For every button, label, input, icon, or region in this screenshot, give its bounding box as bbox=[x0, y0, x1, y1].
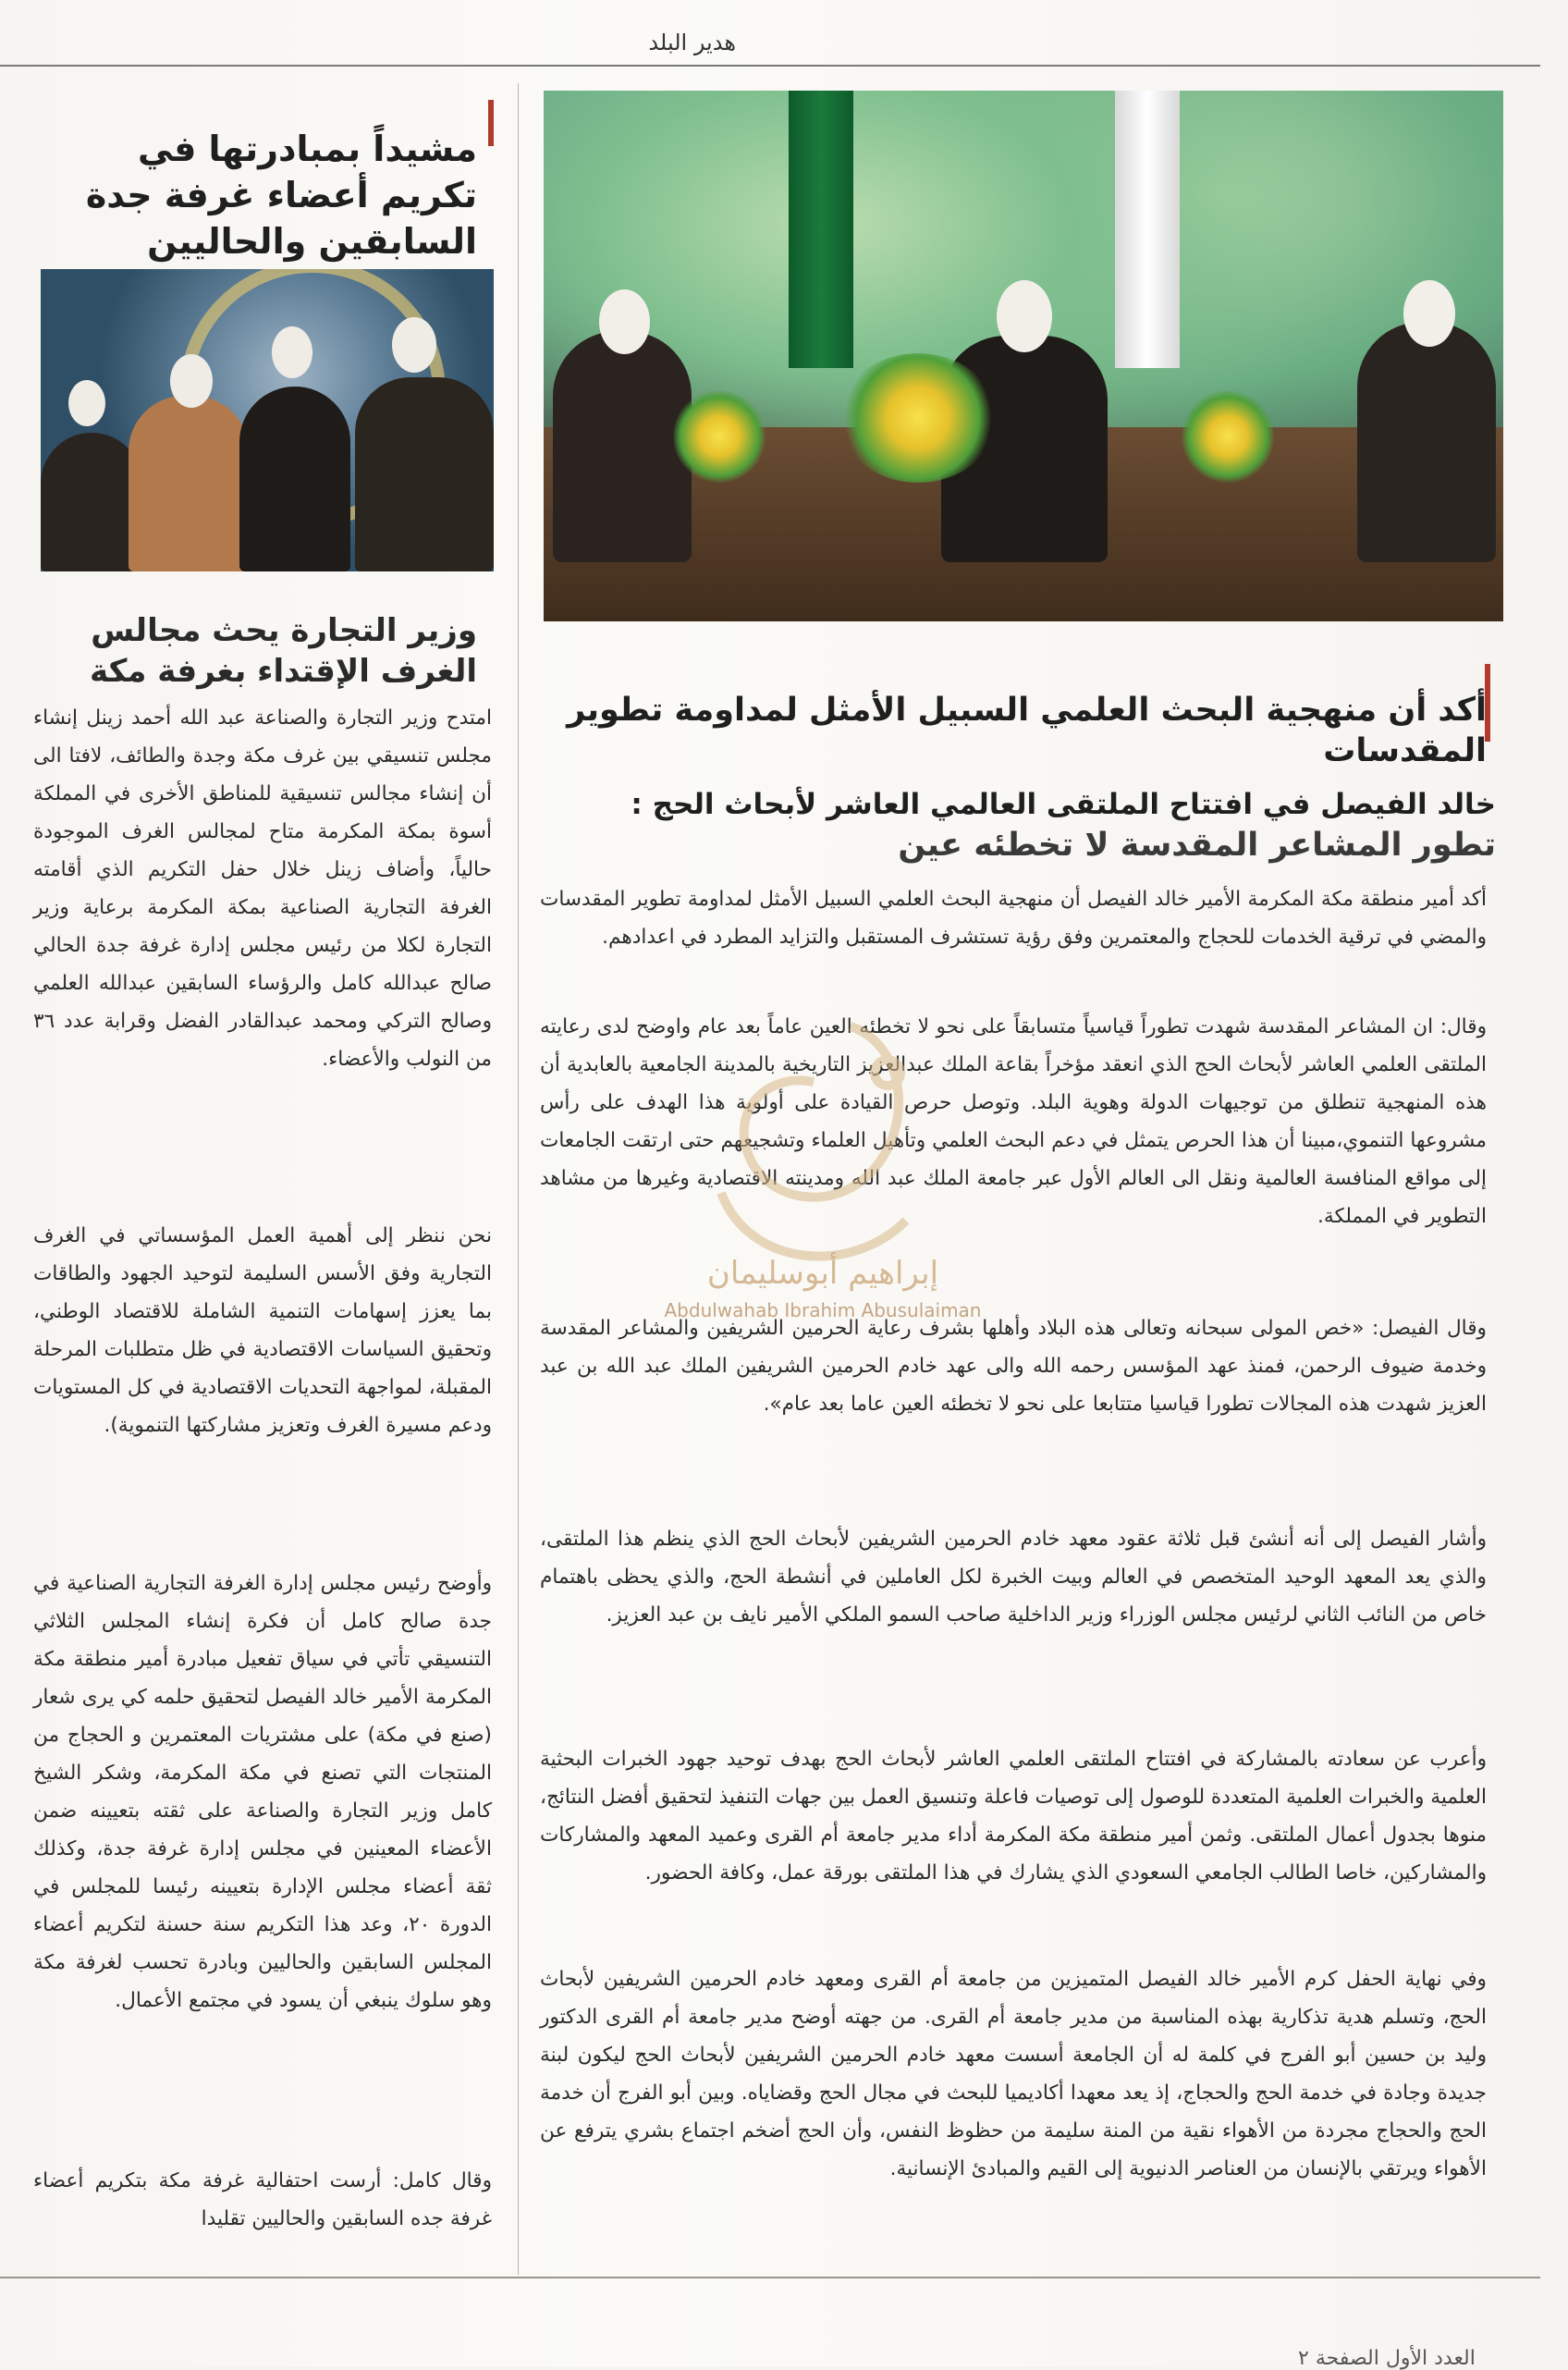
flowers bbox=[1182, 390, 1274, 483]
saudi-flag bbox=[789, 91, 853, 368]
white-flag bbox=[1115, 91, 1180, 368]
photo-head bbox=[599, 289, 650, 354]
flowers bbox=[839, 353, 997, 483]
flowers bbox=[673, 390, 766, 483]
footer-rule bbox=[0, 2277, 1540, 2278]
photo-person bbox=[129, 396, 249, 571]
watermark-name-en: Abdulwahab Ibrahim Abusulaiman bbox=[664, 1299, 982, 1321]
side-paragraph: امتدح وزير التجارة والصناعة عبد الله أحمد زينل إنشاء مجلس تنسيقي بين غرف مكة وجدة والطائف، لافتا الى أن إنشاء مجالس تنسيقية للمناطق الأخرى في المملكة أسوة بمكة المكرمة متاح لمجالس الغرف الموجودة حالياً، وأضاف زينل خلال حفل التكريم الذي أقامته الغرفة التجارية الصناعية بمكة المكرمة برعاية وزير التجارة لكلا من رئيس مجلس إدارة غرفة جدة الحالي صالح عبدالله كامل والرؤساء السابقين عبدالله العلمي وصالح التركي ومحمد عبدالقادر الفضل وقرابة عدد ٣٦ من النولب والأعضاء. bbox=[33, 706, 492, 1071]
side-paragraph: وأوضح رئيس مجلس إدارة الغرفة التجارية الصناعية في جدة صالح كامل أن فكرة إنشاء المجلس الثلاثي التنسيقي تأتي في سياق تفعيل مبادرة أمير منطقة مكة المكرمة الأمير خالد الفيصل لتحقيق حلمه كي يرى شعار (صنع في مكة) على مشتريات المعتمرين و الحجاج من المنتجات التي تصنع في مكة المكرمة، وشكر الشيخ كامل وزير التجارة والصناعة على ثقته بتعيينه ضمن الأعضاء المعينين في مجلس إدارة غرفة جدة، وكذلك ثقة أعضاء مجلس الإدارة بتعيينه رئيسا للمجلس في الدورة ٢٠، وعد هذا التكريم سنة حسنة لتكريم أعضاء المجلس السابقين والحاليين وبادرة تحسب لغرفة مكة وهو سلوك ينبغي أن يسود في مجتمع الأعمال. bbox=[33, 1572, 492, 2012]
column-divider bbox=[518, 83, 519, 2275]
watermark-name-ar: إبراهيم أبوسليمان bbox=[706, 1255, 939, 1292]
main-paragraph: وقال: ان المشاعر المقدسة شهدت تطوراً قياسياً متسابقاً على نحو لا تخطئه العين عاماً بعد عام واوضح لدى رعايته الملتقى العلمي العاشر لأبحاث الحج الذي انعقد مؤخراً بقاعة الملك عبدالعزيز التاريخية بالمدينة الجامعية بالعابدية أن هذه المنهجية تنطلق من توجيهات الدولة وهوية البلد. وتوصل حرص القيادة على أولوية هذا الهدف على رأس مشروعها التنموي،مبينا أن هذا الحرص يتمثل في دعم البحث العلمي وتأهيل العلماء وتشجيعهم حتى ارتقت الجامعات إلى مواقع المنافسة العالمية ونقل الى العالم الأول عبر جامعة الملك عبد الله ومدينته الاقتصادية وغيرها من مشاهد التطوير في المملكة. bbox=[540, 1015, 1487, 1228]
photo-head bbox=[170, 354, 213, 408]
side-article-title: مشيداً بمبادرتها في تكريم أعضاء غرفة جدة السابقين والحاليين bbox=[85, 129, 477, 262]
photo-person bbox=[239, 387, 350, 571]
photo-head bbox=[68, 380, 105, 426]
main-paragraph: أكد أمير منطقة مكة المكرمة الأمير خالد الفيصل أن منهجية البحث العلمي السبيل الأمثل لمداومة تطوير المقدسات والمضي في ترقية الخدمات للحجاج والمعتمرين وفق رؤية تستشرف المستقبل والتزايد المطرد في اعدادهم. bbox=[540, 888, 1487, 949]
main-paragraph: وفي نهاية الحفل كرم الأمير خالد الفيصل المتميزين من جامعة أم القرى ومعهد خادم الحرمين الشريفين لأبحاث الحج، وتسلم هدية تذكارية بهذه المناسبة من مدير جامعة أم القرى. من جهته أوضح مدير جامعة أم القرى الدكتور وليد بن حسين أبو الفرج في كلمة له أن الجامعة أسست معهد خادم الحرمين الشريفين لأبحاث الحج ليكون لبنة جديدة وجادة في خدمة الحج والحجاج، إذ يعد معهدا أكاديميا للبحث في مجال الحج وقضاياه. وبين أبو الفرج أن خدمة الحج والحجاج مجردة من الأهواء نقية من المنة سليمة من حظوظ النفس، وأن الحج أضخم اجتماع بشري يترفع عن الأهواء ويرتقي بالإنسان من العناصر الدنيوية إلى القيم والمبادئ الإنسانية. bbox=[540, 1968, 1487, 2180]
page-header bbox=[0, 28, 1568, 65]
photo-person bbox=[355, 377, 494, 571]
main-article-subtitle: تطور المشاعر المقدسة لا تخطئه عين bbox=[898, 827, 1496, 864]
main-kicker: أكد أن منهجية البحث العلمي السبيل الأمثل لمداومة تطوير المقدسات bbox=[567, 692, 1487, 769]
side-title-accent bbox=[488, 100, 494, 146]
main-paragraph: وأشار الفيصل إلى أنه أنشئ قبل ثلاثة عقود معهد خادم الحرمين الشريفين لأبحاث الحج الذي ينظم هذا الملتقى، والذي يعد المعهد الوحيد المتخصص في العالم وبيت الخبرة لكل العاملين في أنشطة الحج، والذي يحظى باهتمام خاص من النائب الثاني لرئيس مجلس الوزراء وزير الداخلية صاحب السمو الملكي الأمير نايف بن عبد العزيز. bbox=[540, 1528, 1487, 1627]
photo-head bbox=[997, 280, 1052, 352]
side-paragraph: نحن ننظر إلى أهمية العمل المؤسساتي في الغرف التجارية وفق الأسس السليمة لتوحيد الجهود والطاقات بما يعزز إسهامات التنمية الشاملة للاقتصاد الوطني، وتحقيق السياسات الاقتصادية في ظل متطلبات المرحلة المقبلة، لمواجهة التحديات الاقتصادية في كل المستويات ودعم مسيرة الغرف وتعزيز مشاركتها التنموية). bbox=[33, 1224, 492, 1437]
photo-head bbox=[272, 326, 312, 378]
main-article-title: خالد الفيصل في افتتاح الملتقى العالمي العاشر لأبحاث الحج : bbox=[631, 788, 1496, 821]
side-photo bbox=[41, 269, 494, 571]
photo-person bbox=[1357, 322, 1496, 562]
header-rule bbox=[0, 65, 1540, 67]
main-paragraph: وأعرب عن سعادته بالمشاركة في افتتاح الملتقى العلمي العاشر لأبحاث الحج بهدف توحيد جهود الخبرات البحثية العلمية والخبرات العلمية المتعددة للوصول إلى توصيات فاعلة وتنسيق العمل بين جهات التنفيذ لتحقيق أفضل النتائج، منوها بجدول أعمال الملتقى. وثمن أمير منطقة مكة المكرمة أداء مدير جامعة أم القرى وعميد المعهد والمشاركات والمشاركين، خاصا الطالب الجامعي السعودي الذي يشارك في هذا الملتقى بورقة عمل، وكافة الحضور. bbox=[540, 1748, 1487, 1885]
main-photo bbox=[544, 91, 1503, 621]
photo-head bbox=[1403, 280, 1455, 347]
photo-person bbox=[41, 433, 142, 571]
main-paragraph: وقال الفيصل: «خص المولى سبحانه وتعالى هذه البلاد وأهلها بشرف رعاية الحرمين الشريفين والمشاعر المقدسة وخدمة ضيوف الرحمن، فمنذ عهد المؤسس رحمه الله والى عهد خادم الحرمين الشريفين الملك عبد الله بن عبد العزيز شهدت هذه المجالات تطورا قياسيا متتابعا على نحو لا تخطئه العين عاما بعد عام». bbox=[540, 1317, 1487, 1416]
photo-person bbox=[553, 331, 692, 562]
photo-head bbox=[392, 317, 436, 373]
section-label: هدير البلد bbox=[648, 30, 736, 55]
side-paragraph: وقال كامل: أرست احتفالية غرفة مكة بتكريم أعضاء غرفة جده السابقين والحاليين تقليدا bbox=[33, 2169, 492, 2230]
page-footer: العدد الأول الصفحة ٢ bbox=[1298, 2347, 1476, 2370]
side-article2-title: وزير التجارة يحث مجالس الغرف الإقتداء بغرفة مكة bbox=[90, 612, 477, 690]
